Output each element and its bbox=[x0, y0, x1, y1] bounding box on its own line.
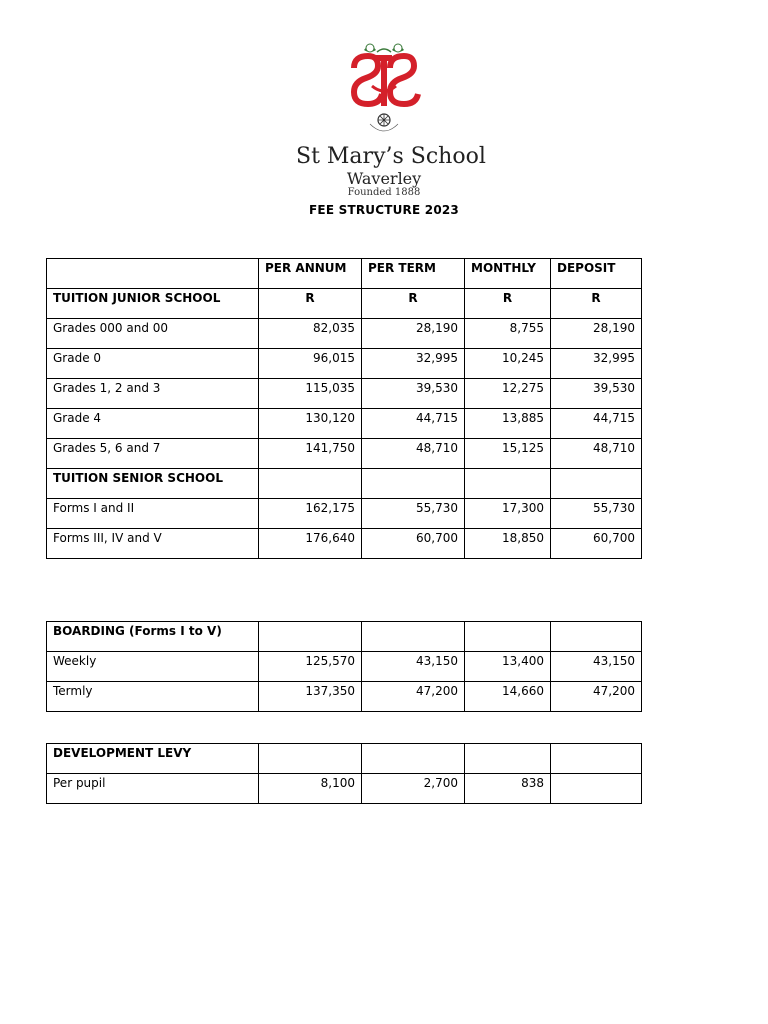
fee-monthly: 838 bbox=[465, 774, 551, 804]
column-header-monthly: MONTHLY bbox=[465, 259, 551, 289]
fee-monthly: 13,400 bbox=[465, 652, 551, 682]
table-row bbox=[47, 439, 642, 469]
table-row bbox=[47, 379, 642, 409]
tuition-table bbox=[46, 258, 642, 559]
section-header-row bbox=[47, 622, 642, 652]
fee-deposit: 32,995 bbox=[551, 349, 642, 379]
school-logo bbox=[296, 40, 486, 198]
fee-deposit: 44,715 bbox=[551, 409, 642, 439]
column-header-per-annum: PER ANNUM bbox=[259, 259, 362, 289]
column-header-deposit: DEPOSIT bbox=[551, 259, 642, 289]
empty-cell bbox=[465, 469, 551, 499]
fee-per-term: 32,995 bbox=[362, 349, 465, 379]
empty-cell bbox=[259, 622, 362, 652]
fee-monthly: 8,755 bbox=[465, 319, 551, 349]
fee-deposit: 47,200 bbox=[551, 682, 642, 712]
section-header-levy: DEVELOPMENT LEVY bbox=[47, 744, 259, 774]
fee-per-term: 48,710 bbox=[362, 439, 465, 469]
boarding-table bbox=[46, 621, 642, 712]
currency-unit: R bbox=[551, 289, 642, 319]
fee-monthly: 10,245 bbox=[465, 349, 551, 379]
empty-cell bbox=[362, 744, 465, 774]
section-header-row bbox=[47, 744, 642, 774]
fee-monthly: 14,660 bbox=[465, 682, 551, 712]
fee-deposit: 43,150 bbox=[551, 652, 642, 682]
empty-cell bbox=[362, 622, 465, 652]
table-row bbox=[47, 319, 642, 349]
empty-cell bbox=[551, 744, 642, 774]
fee-monthly: 17,300 bbox=[465, 499, 551, 529]
fee-monthly: 12,275 bbox=[465, 379, 551, 409]
row-label: Weekly bbox=[47, 652, 259, 682]
fee-per-annum: 137,350 bbox=[259, 682, 362, 712]
fee-deposit: 28,190 bbox=[551, 319, 642, 349]
fee-per-term: 39,530 bbox=[362, 379, 465, 409]
school-location: Waverley bbox=[346, 169, 422, 188]
fee-per-annum: 130,120 bbox=[259, 409, 362, 439]
empty-cell bbox=[465, 622, 551, 652]
fee-monthly: 18,850 bbox=[465, 529, 551, 559]
empty-cell bbox=[465, 744, 551, 774]
fee-deposit: 39,530 bbox=[551, 379, 642, 409]
fee-deposit: 60,700 bbox=[551, 529, 642, 559]
table-row bbox=[47, 682, 642, 712]
section-header-row bbox=[47, 469, 642, 499]
fee-deposit bbox=[551, 774, 642, 804]
row-label: Termly bbox=[47, 682, 259, 712]
fee-per-annum: 162,175 bbox=[259, 499, 362, 529]
empty-cell bbox=[551, 622, 642, 652]
table-row bbox=[47, 349, 642, 379]
row-label: Grade 0 bbox=[47, 349, 259, 379]
fee-monthly: 15,125 bbox=[465, 439, 551, 469]
empty-cell bbox=[259, 744, 362, 774]
row-label: Forms I and II bbox=[47, 499, 259, 529]
fee-per-annum: 8,100 bbox=[259, 774, 362, 804]
column-header-row bbox=[47, 259, 642, 289]
fee-per-annum: 125,570 bbox=[259, 652, 362, 682]
column-header-per-term: PER TERM bbox=[362, 259, 465, 289]
fee-per-term: 2,700 bbox=[362, 774, 465, 804]
fee-per-annum: 96,015 bbox=[259, 349, 362, 379]
row-label: Grades 5, 6 and 7 bbox=[47, 439, 259, 469]
fee-deposit: 55,730 bbox=[551, 499, 642, 529]
row-label: Grades 000 and 00 bbox=[47, 319, 259, 349]
fee-per-annum: 176,640 bbox=[259, 529, 362, 559]
fee-per-annum: 82,035 bbox=[259, 319, 362, 349]
table-row bbox=[47, 529, 642, 559]
fee-deposit: 48,710 bbox=[551, 439, 642, 469]
table-row bbox=[47, 499, 642, 529]
fee-per-annum: 115,035 bbox=[259, 379, 362, 409]
fee-per-term: 28,190 bbox=[362, 319, 465, 349]
fee-per-term: 47,200 bbox=[362, 682, 465, 712]
header-empty-cell bbox=[47, 259, 259, 289]
school-name: St Mary’s School bbox=[296, 144, 486, 169]
levy-table bbox=[46, 743, 642, 804]
school-crest-icon bbox=[344, 40, 424, 140]
empty-cell bbox=[362, 469, 465, 499]
currency-unit: R bbox=[259, 289, 362, 319]
fee-per-term: 55,730 bbox=[362, 499, 465, 529]
fee-per-term: 43,150 bbox=[362, 652, 465, 682]
section-header-senior: TUITION SENIOR SCHOOL bbox=[47, 469, 259, 499]
currency-unit: R bbox=[362, 289, 465, 319]
school-founded: Founded 1888 bbox=[347, 187, 421, 198]
fee-per-term: 60,700 bbox=[362, 529, 465, 559]
section-header-boarding: BOARDING (Forms I to V) bbox=[47, 622, 259, 652]
currency-unit: R bbox=[465, 289, 551, 319]
empty-cell bbox=[259, 469, 362, 499]
empty-cell bbox=[551, 469, 642, 499]
table-row bbox=[47, 774, 642, 804]
row-label: Grades 1, 2 and 3 bbox=[47, 379, 259, 409]
table-row bbox=[47, 652, 642, 682]
row-label: Forms III, IV and V bbox=[47, 529, 259, 559]
fee-per-annum: 141,750 bbox=[259, 439, 362, 469]
page-title: FEE STRUCTURE 2023 bbox=[309, 203, 459, 217]
row-label: Per pupil bbox=[47, 774, 259, 804]
table-row bbox=[47, 409, 642, 439]
fee-monthly: 13,885 bbox=[465, 409, 551, 439]
fee-per-term: 44,715 bbox=[362, 409, 465, 439]
currency-row bbox=[47, 289, 642, 319]
row-label: Grade 4 bbox=[47, 409, 259, 439]
section-header-junior: TUITION JUNIOR SCHOOL bbox=[47, 289, 259, 319]
